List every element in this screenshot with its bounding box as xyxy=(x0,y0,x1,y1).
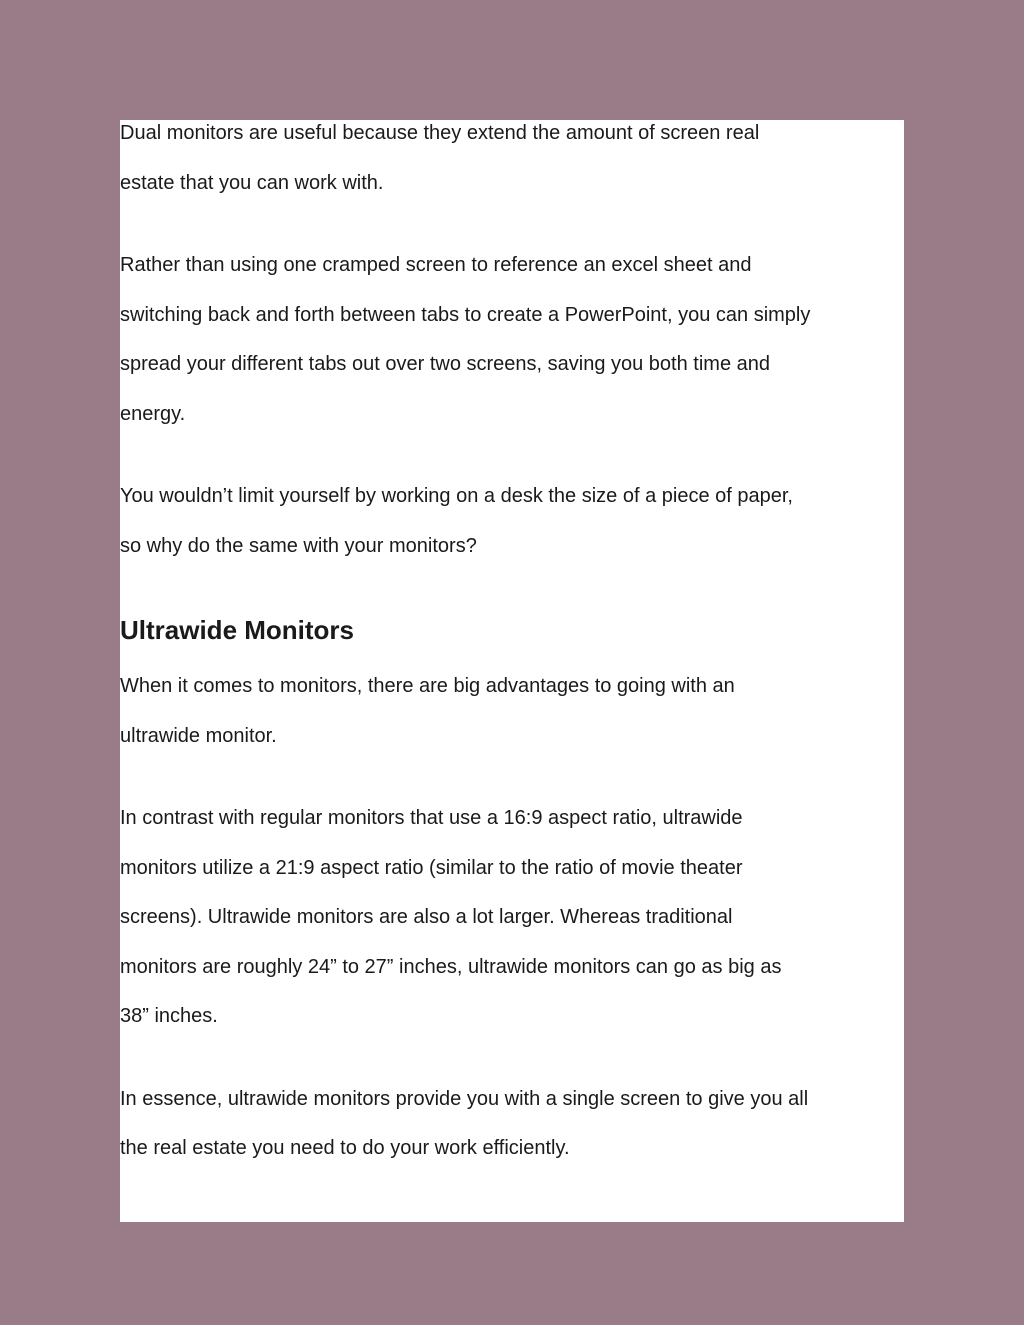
paragraph-ultrawide-advantages xyxy=(120,662,904,761)
section-heading-ultrawide: Ultrawide Monitors xyxy=(120,615,355,645)
paragraph-aspect-ratio xyxy=(120,794,904,1042)
text-line: When it comes to monitors, there are big advantages to going with an xyxy=(120,675,735,697)
paragraph-in-essence xyxy=(120,1075,904,1174)
text-line: Dual monitors are useful because they extend the amount of screen real xyxy=(120,122,760,144)
text-line: In contrast with regular monitors that use a 16:9 aspect ratio, ultrawide xyxy=(120,807,743,829)
text-line: estate that you can work with. xyxy=(120,171,384,194)
paragraph-desk-analogy xyxy=(120,472,904,571)
text-line: switching back and forth between tabs to create a PowerPoint, you can simply xyxy=(120,303,811,326)
text-line: In essence, ultrawide monitors provide you with a single screen to give you all xyxy=(120,1087,809,1110)
text-line: ultrawide monitor. xyxy=(120,724,277,747)
document-page xyxy=(120,120,904,1222)
text-line: monitors utilize a 21:9 aspect ratio (similar to the ratio of movie theater xyxy=(120,856,743,879)
text-line: You wouldn’t limit yourself by working on a desk the size of a piece of paper, xyxy=(120,485,793,507)
text-line: so why do the same with your monitors? xyxy=(120,534,477,557)
text-line: monitors are roughly 24” to 27” inches, ultrawide monitors can go as big as xyxy=(120,955,782,978)
text-line: spread your different tabs out over two screens, saving you both time and xyxy=(120,353,770,375)
text-line: screens). Ultrawide monitors are also a lot larger. Whereas traditional xyxy=(120,906,733,928)
paragraph-dual-monitors-intro xyxy=(120,120,904,208)
text-line: Rather than using one cramped screen to reference an excel sheet and xyxy=(120,254,752,276)
text-line: 38” inches. xyxy=(120,1005,218,1027)
text-line: the real estate you need to do your work efficiently. xyxy=(120,1137,570,1159)
text-line: energy. xyxy=(120,402,186,425)
paragraph-cramped-screen xyxy=(120,241,904,439)
